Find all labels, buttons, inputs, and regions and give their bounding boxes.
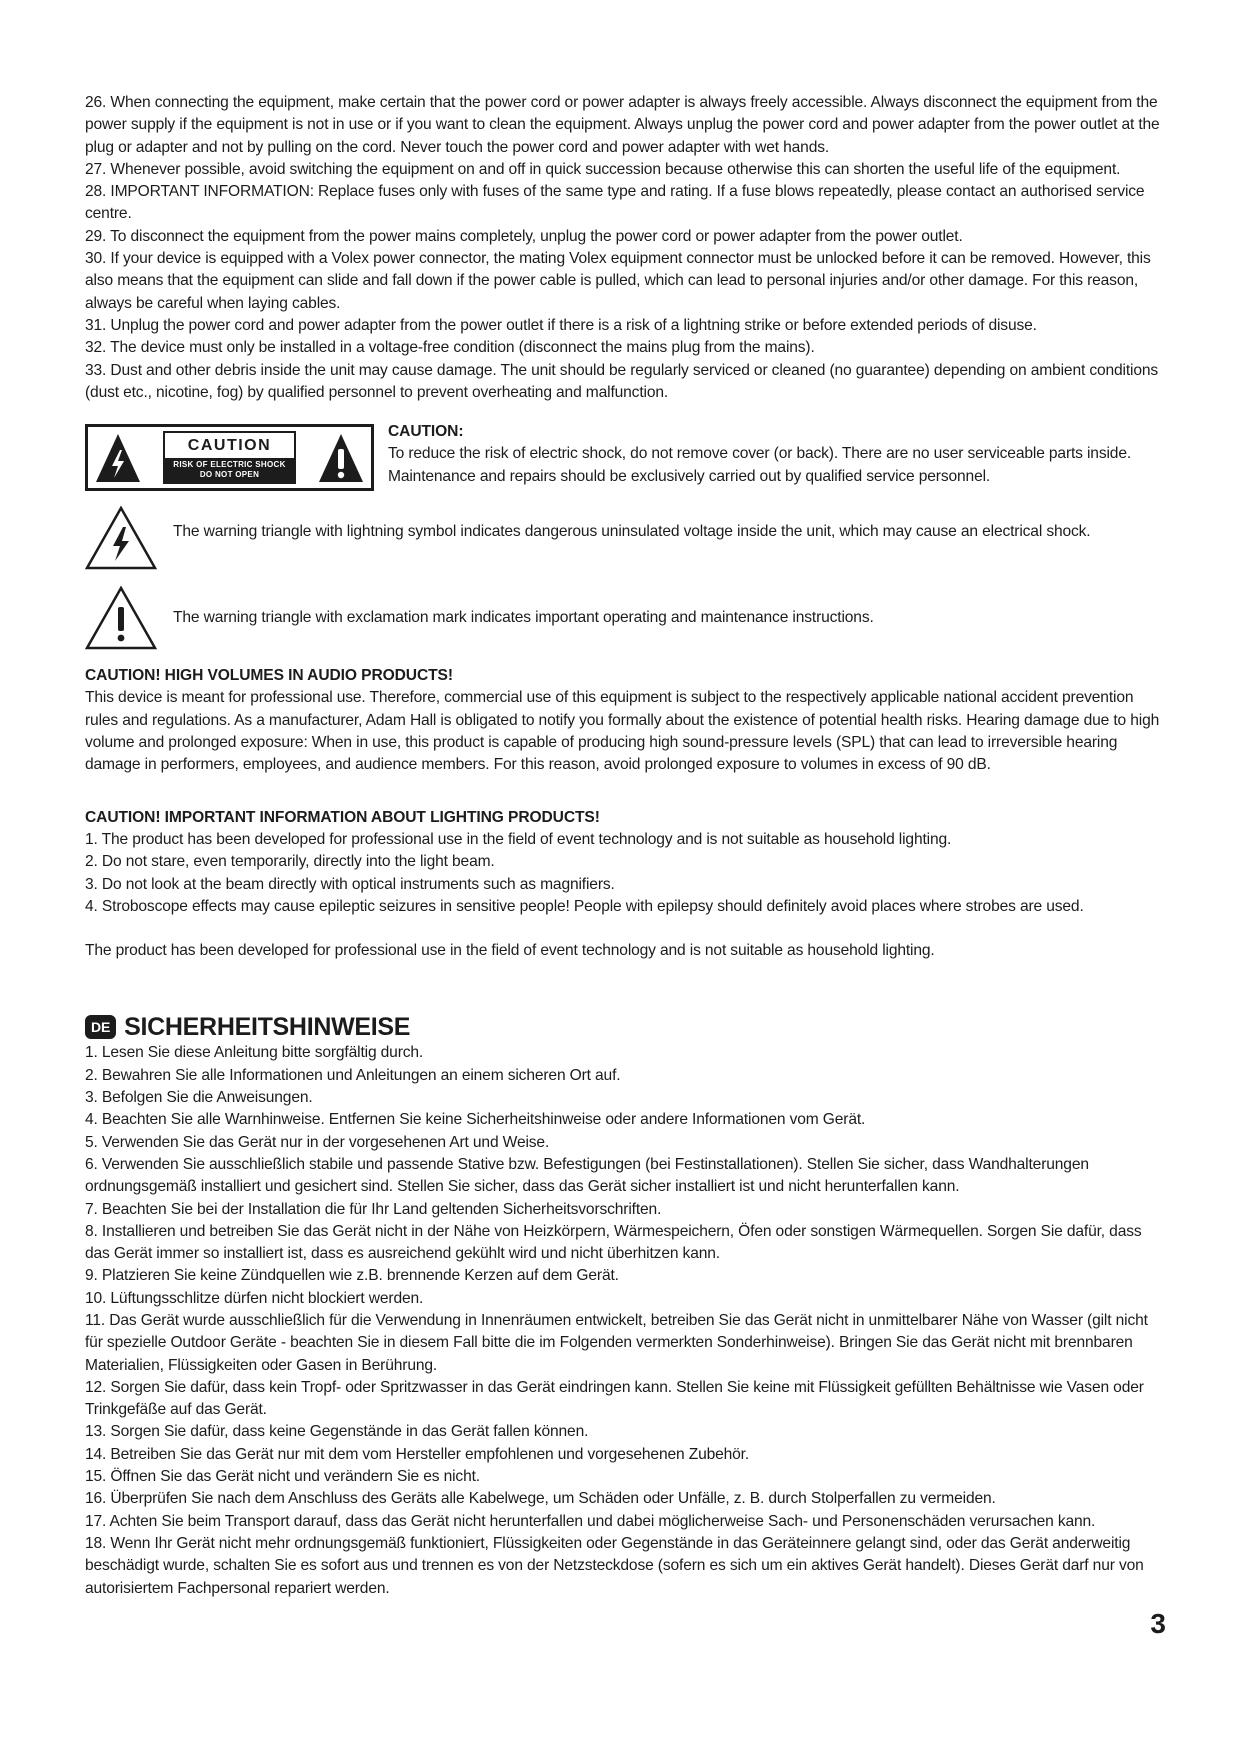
lighting-note: The product has been developed for professional use in the field of event technology and is not suitable as household lighting.	[85, 942, 935, 960]
page-number: 3	[1150, 1608, 1166, 1639]
list-item: 6. Verwenden Sie ausschließlich stabile und passende Stative bzw. Befestigungen (bei Festinstallationen). Stellen Sie sicher, dass Wandhalterungen ordnungsgemäß installiert und gesichert sind. Stellen Sie sicher, dass das Gerät sicher installiert ist und nicht herunterfallen kann.	[85, 1155, 1089, 1196]
caution-label-subtitle: RISK OF ELECTRIC SHOCK DO NOT OPEN	[165, 458, 294, 482]
lighting-section	[85, 807, 1160, 963]
exclamation-symbol-row	[85, 585, 1160, 651]
audio-body: This device is meant for professional use. Therefore, commercial use of this equipment is subject to the respectively applicable national accident prevention rules and regulations. As a manufacturer, Adam Hall is obligated to notify you formally about the existence of potential health risks. Hearing damage due to high volume and prolonged exposure: When in use, this product is capable of producing high sound-pressure levels (SPL) that can lead to irreversible hearing damage in performers, employees, and audience members. For this reason, avoid prolonged exposure to volumes in excess of 90 dB.	[85, 689, 1160, 774]
de-section-title	[85, 1012, 1160, 1042]
list-item: 5. Verwenden Sie das Gerät nur in der vorgesehenen Art und Weise.	[85, 1133, 550, 1151]
exclamation-triangle-icon	[85, 585, 157, 651]
list-item: 4. Stroboscope effects may cause epileptic seizures in sensitive people! People with epilepsy should definitely avoid places where strobes are used.	[85, 897, 1084, 915]
list-item: 1. Lesen Sie diese Anleitung bitte sorgfältig durch.	[85, 1044, 424, 1062]
list-item: 32. The device must only be installed in a voltage-free condition (disconnect the mains plug from the mains).	[85, 339, 815, 357]
lighting-heading: CAUTION! IMPORTANT INFORMATION ABOUT LIGHTING PRODUCTS!	[85, 808, 600, 826]
de-section	[85, 1012, 1160, 1599]
audio-section	[85, 665, 1160, 776]
section-heading: SICHERHEITSHINWEISE	[124, 1013, 411, 1042]
caution-body: To reduce the risk of electric shock, do not remove cover (or back). There are no user serviceable parts inside. Maintenance and repairs should be exclusively carried out by qualified service personnel.	[388, 445, 1132, 485]
list-item: 14. Betreiben Sie das Gerät nur mit dem vom Hersteller empfohlenen und vorgesehenen Zubehör.	[85, 1445, 750, 1463]
list-item: 10. Lüftungsschlitze dürfen nicht blockiert werden.	[85, 1289, 424, 1307]
list-item: 27. Whenever possible, avoid switching the equipment on and off in quick succession because otherwise this can shorten the useful life of the equipment.	[85, 160, 1121, 178]
list-item: 3. Befolgen Sie die Anweisungen.	[85, 1089, 313, 1107]
list-item: 11. Das Gerät wurde ausschließlich für die Verwendung in Innenräumen entwickelt, betreiben Sie das Gerät nicht in unmittelbarer Nähe von Wasser (gilt nicht für spezielle Outdoor Geräte - beachten Sie in diesem Fall bitte die im Folgenden vermerkten Sonderhinweise). Bringen Sie das Gerät nicht mit brennbaren Materialien, Flüssigkeiten oder Gasen in Berührung.	[85, 1311, 1148, 1374]
list-item: 7. Beachten Sie bei der Installation die für Ihr Land geltenden Sicherheitsvorschriften.	[85, 1200, 662, 1218]
list-item: 26. When connecting the equipment, make certain that the power cord or power adapter is always freely accessible. Always disconnect the equipment from the power supply if the equipment is not in use or if you want to clean the equipment. Always unplug the power cord and power adapter from the power outlet at the plug or adapter and not by pulling on the cord. Never touch the power cord and power adapter with wet hands.	[85, 94, 1160, 156]
list-item: 3. Do not look at the beam directly with optical instruments such as magnifiers.	[85, 875, 615, 893]
lightning-warning-icon	[94, 432, 142, 484]
lightning-symbol-text: The warning triangle with lightning symbol indicates dangerous uninsulated voltage inside the unit, which may cause an electrical shock.	[173, 523, 1091, 541]
intro-list	[85, 92, 1160, 404]
list-item: 17. Achten Sie beim Transport darauf, dass das Gerät nicht herunterfallen und dabei möglicherweise Sach- und Personenschäden verursachen kann.	[85, 1512, 1096, 1530]
list-item: 12. Sorgen Sie dafür, dass kein Tropf- oder Spritzwasser in das Gerät eindringen kann. Stellen Sie keine mit Flüssigkeit gefüllten Behältnisse wie Vasen oder Trinkgefäße auf das Gerät.	[85, 1378, 1144, 1419]
list-item: 30. If your device is equipped with a Volex power connector, the mating Volex equipment connector must be unlocked before it can be removed. However, this also means that the equipment can slide and fall down if the power cable is pulled, which can lead to personal injuries and/or other damage. For this reason, always be careful when laying cables.	[85, 250, 1151, 312]
list-item: 33. Dust and other debris inside the unit may cause damage. The unit should be regularly serviced or cleaned (no guarantee) depending on ambient conditions (dust etc., nicotine, fog) by qualified personnel to prevent overheating and malfunction.	[85, 361, 1159, 401]
caution-text-block	[388, 421, 1160, 488]
document-page	[85, 92, 1160, 1600]
lightning-triangle-icon	[85, 505, 157, 571]
list-item: 28. IMPORTANT INFORMATION: Replace fuses only with fuses of the same type and rating. If a fuse blows repeatedly, please contact an authorised service centre.	[85, 183, 1145, 223]
list-item: 18. Wenn Ihr Gerät nicht mehr ordnungsgemäß funktioniert, Flüssigkeiten oder Gegenstände in das Geräteinnere gelangt sind, oder das Gerät anderweitig beschädigt wurde, schalten Sie es sofort aus und trennen es von der Netzsteckdose (sofern es sich um ein aktives Gerät handelt). Dieses Gerät darf nur von autorisiertem Fachpersonal repariert werden.	[85, 1534, 1144, 1597]
list-item: 9. Platzieren Sie keine Zündquellen wie z.B. brennende Kerzen auf dem Gerät.	[85, 1267, 619, 1285]
caution-section	[85, 424, 1160, 491]
list-item: 13. Sorgen Sie dafür, dass keine Gegenstände in das Gerät fallen können.	[85, 1423, 589, 1441]
list-item: 31. Unplug the power cord and power adapter from the power outlet if there is a risk of a lightning strike or before extended periods of disuse.	[85, 316, 1037, 334]
list-item: 2. Do not stare, even temporarily, directly into the light beam.	[85, 853, 495, 871]
list-item: 1. The product has been developed for professional use in the field of event technology and is not suitable as household lighting.	[85, 830, 952, 848]
caution-heading: CAUTION:	[388, 423, 464, 441]
list-item: 8. Installieren und betreiben Sie das Gerät nicht in der Nähe von Heizkörpern, Wärmespeichern, Öfen oder sonstigen Wärmequellen. Sorgen Sie dafür, dass das Gerät immer so installiert ist, dass es ausreichend gekühlt wird und nicht überhitzen kann.	[85, 1222, 1142, 1263]
list-item: 2. Bewahren Sie alle Informationen und Anleitungen an einem sicheren Ort auf.	[85, 1066, 621, 1084]
exclamation-symbol-text: The warning triangle with exclamation mark indicates important operating and maintenance instructions.	[173, 609, 874, 627]
caution-label-title: CAUTION	[187, 436, 272, 454]
list-item: 4. Beachten Sie alle Warnhinweise. Entfernen Sie keine Sicherheitshinweise oder andere Informationen vom Gerät.	[85, 1111, 866, 1129]
audio-heading: CAUTION! HIGH VOLUMES IN AUDIO PRODUCTS!	[85, 667, 453, 685]
list-item: 15. Öffnen Sie das Gerät nicht und verändern Sie es nicht.	[85, 1468, 480, 1486]
list-item: 16. Überprüfen Sie nach dem Anschluss des Geräts alle Kabelwege, um Schäden oder Unfälle, z. B. durch Stolperfallen zu vermeiden.	[85, 1490, 996, 1508]
list-item: 29. To disconnect the equipment from the power mains completely, unplug the power cord or power adapter from the power outlet.	[85, 227, 963, 245]
lightning-symbol-row	[85, 505, 1160, 571]
caution-label-graphic	[85, 424, 374, 491]
language-badge: DE	[85, 1015, 116, 1039]
exclamation-warning-icon	[317, 432, 365, 484]
caution-label-box	[163, 431, 296, 484]
